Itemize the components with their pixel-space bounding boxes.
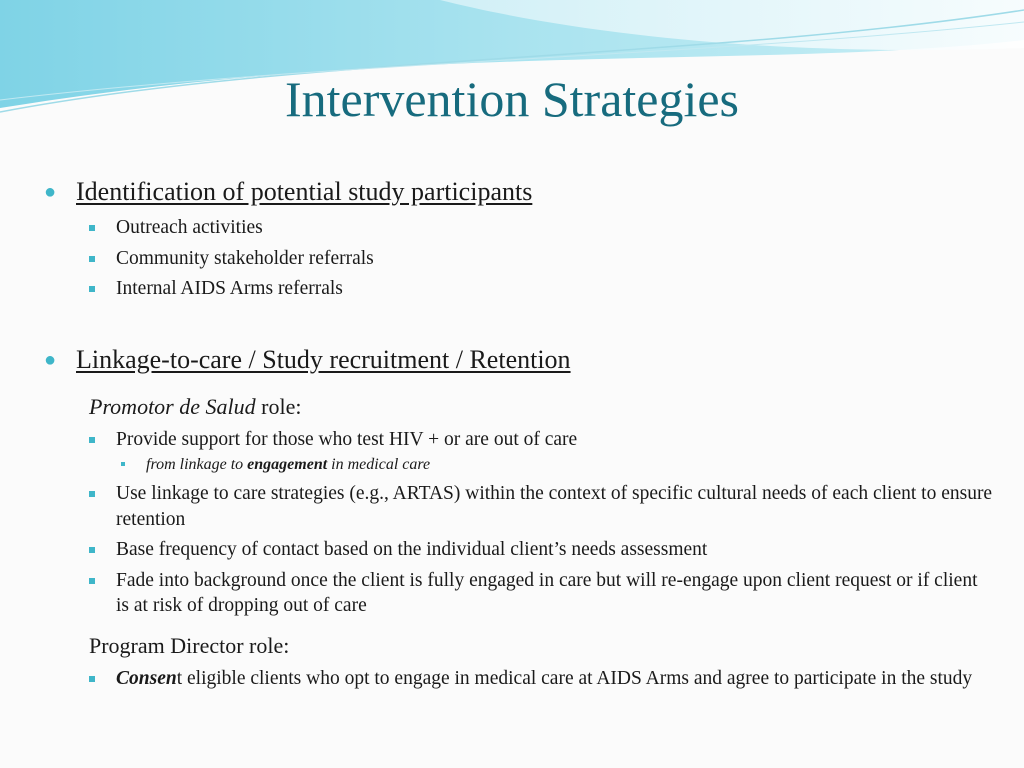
square-bullet-icon bbox=[121, 462, 125, 466]
list-item: Internal AIDS Arms referrals bbox=[44, 276, 994, 302]
square-bullet-icon bbox=[89, 578, 95, 584]
section1-heading: Identification of potential study participants bbox=[76, 177, 533, 206]
list-item: Consent eligible clients who opt to engage in medical care at AIDS Arms and agree to participate in the study bbox=[44, 666, 994, 692]
square-bullet-icon bbox=[89, 676, 95, 682]
square-bullet-icon bbox=[89, 547, 95, 553]
bullet-dot: ● bbox=[44, 348, 57, 371]
section2-heading: Linkage-to-care / Study recruitment / Retention bbox=[76, 344, 571, 374]
director-role-label: Program Director role: bbox=[89, 632, 290, 658]
square-bullet-icon bbox=[89, 437, 95, 443]
list-item: Base frequency of contact based on the individual client’s needs assessment bbox=[44, 537, 994, 563]
list-item: Outreach activities bbox=[44, 215, 994, 241]
list-item: Community stakeholder referrals bbox=[44, 246, 994, 272]
square-bullet-icon bbox=[89, 286, 95, 292]
bullet-identification bbox=[44, 174, 994, 210]
slide-content bbox=[44, 174, 994, 691]
square-bullet-icon bbox=[89, 491, 95, 497]
square-bullet-icon bbox=[89, 225, 95, 231]
list-item: Provide support for those who test HIV + or are out of care bbox=[44, 427, 994, 453]
sub-list-item: from linkage to engagement in medical care bbox=[44, 454, 994, 476]
bullet-linkage bbox=[44, 342, 994, 378]
bullet-dot: ● bbox=[44, 181, 57, 203]
promotor-role-label: Promotor de Salud role: bbox=[89, 393, 302, 419]
list-item: Use linkage to care strategies (e.g., ARTAS) within the context of specific cultural needs of each client to ensure retention bbox=[44, 481, 994, 532]
slide-title: Intervention Strategies bbox=[284, 71, 740, 127]
list-item: Fade into background once the client is fully engaged in care but will re-engage upon client request or if client is at risk of dropping out of care bbox=[44, 568, 994, 619]
square-bullet-icon bbox=[89, 256, 95, 262]
